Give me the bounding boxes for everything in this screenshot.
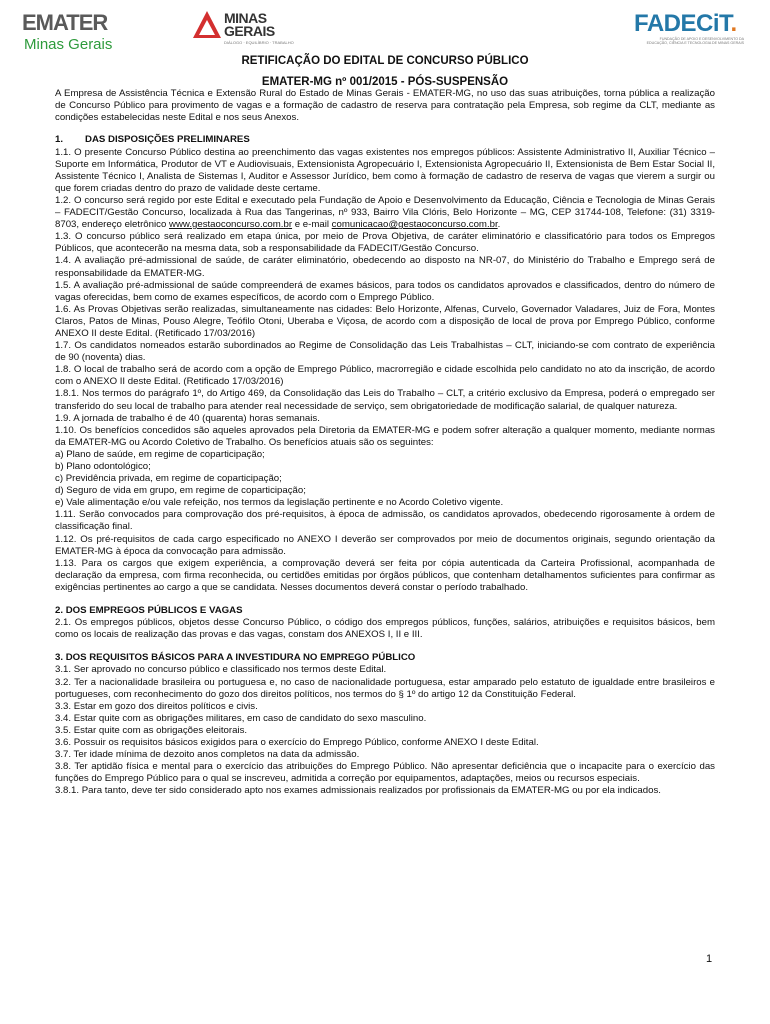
- fadecit-logo: [634, 10, 744, 54]
- gestao-website-link[interactable]: www.gestaoconcurso.com.br: [169, 219, 293, 231]
- clause-1-11: 1.11. Serão convocados para comprovação dos pré-requisitos, à época de admissão, os candidatos aprovados, obedecendo rigorosamente à ordem de classificação final.: [55, 509, 715, 533]
- clause-1-7: 1.7. Os candidatos nomeados estarão subordinados ao Regime de Consolidação das Leis Trabalhistas – CLT, iniciando-se com contrato de experiência de 90 (noventa) dias.: [55, 340, 715, 364]
- gestao-email-link[interactable]: comunicacao@gestaoconcurso.com.br: [331, 219, 498, 231]
- minas-gerais-logo: [192, 10, 302, 48]
- emater-logo-word: EMATER: [22, 10, 108, 35]
- section-2-heading: 2. DOS EMPREGOS PÚBLICOS E VAGAS: [55, 605, 243, 617]
- fadecit-logo-text: FADECiT: [634, 10, 731, 37]
- clause-1-8-1: 1.8.1. Nos termos do parágrafo 1º, do Artigo 469, da Consolidação das Leis do Trabalho – CLT, a critério exclusivo da Empresa, poderá o empregado ser transferido do seu local de trabalho para atender real necessidade de serviço, sem obrigatoriedade de modificação salarial, de qualquer natureza.: [55, 388, 715, 412]
- minas-logo-line1: MINAS: [224, 10, 267, 26]
- section-1-number: 1.: [55, 134, 64, 146]
- section-3-heading: 3. DOS REQUISITOS BÁSICOS PARA A INVESTIDURA NO EMPREGO PÚBLICO: [55, 652, 416, 664]
- clause-1-2-text: 1.2. O concurso será regido por este Edital e executado pela Fundação de Apoio e Desenvolvimento da Educação, Ciência e Tecnologia de Minas Gerais – FADECIT/Gestão Concurso, localizada à Rua das Tangerinas, nº 933, Bairro Vila Clóris, Belo Horizonte – MG, CEP 31744-108, Telefone: (31) 3319-8703, endereço eletrônico: [55, 194, 715, 231]
- benefit-item: c) Previdência privada, em regime de coparticipação;: [55, 473, 282, 485]
- clause-2-1: 2.1. Os empregos públicos, objetos desse Concurso Público, o código dos empregos públicos, funções, salários, atribuições e requisitos básicos, bem como os locais de realização das provas e das vagas, constam dos ANEXOS I, II e III.: [55, 617, 715, 641]
- benefit-item: b) Plano odontológico;: [55, 461, 151, 472]
- intro-paragraph: A Empresa de Assistência Técnica e Extensão Rural do Estado de Minas Gerais - EMATER-MG, no uso das suas atribuições, torna pública a realização de Concurso Público para provimento de vagas e a formação de cadastro de reserva para contratação pela Empresa, sob regime da CLT, mediante as condições estabelecidas neste Edital e nos seus Anexos.: [55, 88, 715, 124]
- section-1-title: DAS DISPOSIÇÕES PRELIMINARES: [85, 134, 250, 146]
- benefit-item: d) Seguro de vida em grupo, em regime de coparticipação;: [55, 485, 306, 497]
- clause-1-4: 1.4. A avaliação pré-admissional de saúde, de caráter eliminatório, obedecendo ao disposto na NR-07, do Ministério do Trabalho e Emprego será de responsabilidade da EMATER-MG.: [55, 255, 715, 279]
- clause-3-4: 3.4. Estar quite com as obrigações militares, em caso de candidato do sexo masculino.: [55, 712, 427, 724]
- clause-3-8-1: 3.8.1. Para tanto, deve ter sido considerado apto nos exames admissionais realizados por profissionais da EMATER-MG ou por ela indicados.: [55, 785, 661, 797]
- clause-1-8: 1.8. O local de trabalho será de acordo com a opção de Emprego Público, macrorregião e cidade escolhida pelo candidato no ato da inscrição, de acordo com o ANEXO II deste Edital. (Retificado 17/03/2016): [55, 364, 715, 388]
- emater-logo-subtitle: Minas Gerais: [24, 36, 113, 53]
- clause-1-3: 1.3. O concurso público será realizado em etapa única, por meio de Prova Objetiva, de caráter eliminatório e classificatório para todos os Empregos Públicos, que acontecerão na mesma data, sob a responsabilidade da FADECIT/Gestão Concurso.: [55, 231, 715, 255]
- clause-1-10: 1.10. Os benefícios concedidos são aqueles aprovados pela Diretoria da EMATER-MG e podem sofrer alteração a qualquer momento, mediante normas da EMATER-MG ou Acordo Coletivo de Trabalho. Os benefícios atuais são os seguintes:: [55, 424, 715, 448]
- clause-1-2-end: .: [497, 219, 501, 231]
- clause-1-2-email-label: e e-mail: [294, 219, 329, 231]
- clause-1-2: [55, 195, 715, 231]
- minas-logo-line2: GERAIS: [224, 23, 275, 39]
- fadecit-logo-tagline: FUNDAÇÃO DE APOIO E DESENVOLVIMENTO DA EDUCAÇÃO, CIÊNCIA E TECNOLOGIA DE MINAS GERAIS: [646, 37, 744, 46]
- clause-3-1: 3.1. Ser aprovado no concurso público e classificado nos termos deste Edital.: [55, 664, 387, 676]
- clause-3-7: 3.7. Ter idade mínima de dezoito anos completos na data da admissão.: [55, 749, 360, 761]
- fadecit-logo-word: [634, 10, 737, 38]
- clause-3-2: 3.2. Ter a nacionalidade brasileira ou portuguesa e, no caso de nacionalidade portuguesa, estar amparado pelo estatuto de igualdade entre brasileiros e portugueses, com reconhecimento do gozo dos direitos políticos, nos termos do § 1º do artigo 12 da Constituição Federal.: [55, 676, 715, 700]
- document-body: [55, 52, 715, 797]
- clause-3-6: 3.6. Possuir os requisitos básicos exigidos para o exercício do Emprego Público, conforme ANEXO I deste Edital.: [55, 736, 539, 748]
- clause-1-12: 1.12. Os pré-requisitos de cada cargo especificado no ANEXO I deverão ser comprovados por meio de documentos originais, segundo orientação da EMATER-MG à época da convocação para admissão.: [55, 533, 715, 557]
- minas-logo-tagline: DIÁLOGO · EQUILÍBRIO · TRABALHO: [224, 40, 294, 45]
- emater-logo: [22, 10, 162, 52]
- clause-1-1: 1.1. O presente Concurso Público destina ao preenchimento das vagas existentes nos empregos públicos: Assistente Administrativo II, Auxiliar Técnico – Suporte em Informática, Produtor de VT e Audiovisuais, Extensionista Agropecuário I, Extensionista Agropecuário II, Extensionista de Bem Estar Social II, Assistente Técnico I, Analista de Sistemas I, Auditor e Assessor Jurídico, bem como à formação de cadastro de reserva de vagas que vierem a surgir ou que forem criadas dentro do prazo de validade deste certame.: [55, 146, 715, 194]
- clause-3-8: 3.8. Ter aptidão física e mental para o exercício das atribuições do Emprego Público. Não apresentar deficiência que o incapacite para o exercício das funções do Emprego Público para o qual se inscreveu, admitida a correção por equipamentos, adaptações, meios ou recursos especiais.: [55, 761, 715, 785]
- clause-1-6: 1.6. As Provas Objetivas serão realizadas, simultaneamente nas cidades: Belo Horizonte, Alfenas, Curvelo, Governador Valadares, Juiz de Fora, Montes Claros, Patos de Minas, Pouso Alegre, Teófilo Otoni, Uberaba e Viçosa, de acordo com a disposição de local de prova por Emprego Público, conforme ANEXO II deste Edital. (Retificado 17/03/2016): [55, 303, 715, 339]
- clause-1-5: 1.5. A avaliação pré-admissional de saúde compreenderá de exames básicos, para todos os candidatos aprovados e classificados, dentro do número de vagas oferecidas, bem como de exames específicos, de acordo com o Emprego Público.: [55, 279, 715, 303]
- minas-logo-word: [224, 12, 275, 38]
- clause-3-3: 3.3. Estar em gozo dos direitos políticos e civis.: [55, 700, 258, 712]
- minas-triangle-icon: [192, 10, 222, 40]
- page-number: 1: [706, 953, 713, 965]
- benefit-item: a) Plano de saúde, em regime de coparticipação;: [55, 448, 265, 460]
- fadecit-logo-dot: .: [730, 10, 737, 37]
- benefit-item: e) Vale alimentação e/ou vale refeição, nos termos da legislação pertinente e no Acordo Coletivo vigente.: [55, 497, 504, 509]
- document-title: RETIFICAÇÃO DO EDITAL DE CONCURSO PÚBLICO: [241, 55, 529, 67]
- document-subtitle: EMATER-MG nº 001/2015 - PÓS-SUSPENSÃO: [261, 76, 509, 89]
- page-header: [0, 0, 770, 52]
- clause-1-13: 1.13. Para os cargos que exigem experiência, a comprovação deverá ser feita por cópia autenticada da Carteira Profissional, acompanhada de declaração da empresa, com firma reconhecida, ou certidões emitidas por órgãos públicos, que contenham detalhamentos suficientes para confirmar as exigências pertinentes ao cargo a que se candidata. Nesses documentos deverá constar o período trabalhado.: [55, 557, 715, 593]
- section-1-heading: [55, 134, 715, 146]
- clause-1-9: 1.9. A jornada de trabalho é de 40 (quarenta) horas semanais.: [55, 412, 320, 424]
- clause-3-5: 3.5. Estar quite com as obrigações eleitorais.: [55, 724, 248, 736]
